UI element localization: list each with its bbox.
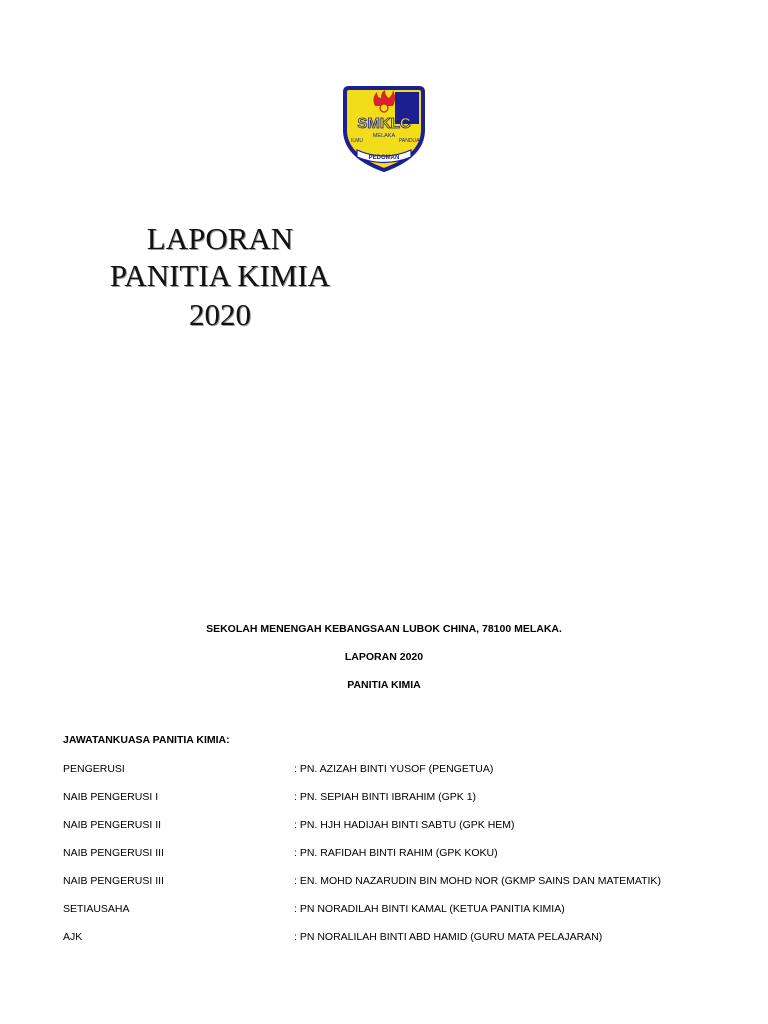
- committee-role: NAIB PENGERUSI III: [63, 875, 164, 887]
- committee-member-name: : PN NORALILAH BINTI ABD HAMID (GURU MATA PELAJARAN): [294, 931, 603, 943]
- school-name: SEKOLAH MENENGAH KEBANGSAAN LUBOK CHINA, 78100 MELAKA.: [206, 623, 562, 635]
- logo-ribbon-right: PANDUAN: [398, 138, 424, 144]
- report-label: LAPORAN 2020: [344, 651, 424, 663]
- committee-role: NAIB PENGERUSI II: [63, 819, 162, 831]
- committee-role: PENGERUSI: [63, 763, 125, 775]
- title-line-2: PANITIA KIMIA: [109, 258, 331, 293]
- committee-member-name: : EN. MOHD NAZARUDIN BIN MOHD NOR (GKMP SAINS DAN MATEMATIK): [294, 875, 661, 887]
- title-line-1: LAPORAN: [146, 221, 294, 256]
- committee-row: [63, 902, 723, 916]
- committee-role: AJK: [63, 931, 83, 943]
- torch-head-icon: [380, 104, 388, 112]
- logo-subtext: MELAKA: [372, 133, 396, 139]
- logo-ribbon-left: ILMU: [351, 138, 363, 144]
- committee-role: SETIAUSAHA: [63, 903, 130, 915]
- committee-row: [63, 818, 723, 832]
- panel-label: PANITIA KIMIA: [347, 679, 421, 691]
- committee-role: NAIB PENGERUSI I: [63, 791, 159, 803]
- committee-row: [63, 846, 723, 860]
- logo-text: SMKLC: [357, 115, 411, 132]
- title-line-3: 2020: [189, 297, 251, 332]
- school-logo: [337, 84, 431, 174]
- committee-member-name: : PN. AZIZAH BINTI YUSOF (PENGETUA): [294, 763, 494, 775]
- committee-row: [63, 874, 723, 888]
- committee-heading: JAWATANKUASA PANITIA KIMIA:: [63, 734, 230, 746]
- committee-member-name: : PN NORADILAH BINTI KAMAL (KETUA PANITIA KIMIA): [294, 903, 565, 915]
- committee-member-name: : PN. HJH HADIJAH BINTI SABTU (GPK HEM): [294, 819, 515, 831]
- committee-member-name: : PN. RAFIDAH BINTI RAHIM (GPK KOKU): [294, 847, 498, 859]
- committee-row: [63, 762, 723, 776]
- committee-role: NAIB PENGERUSI III: [63, 847, 164, 859]
- committee-row: [63, 790, 723, 804]
- committee-row: [63, 930, 723, 944]
- logo-ribbon-bottom: PEDOMAN: [368, 155, 400, 161]
- committee-member-name: : PN. SEPIAH BINTI IBRAHIM (GPK 1): [294, 791, 477, 803]
